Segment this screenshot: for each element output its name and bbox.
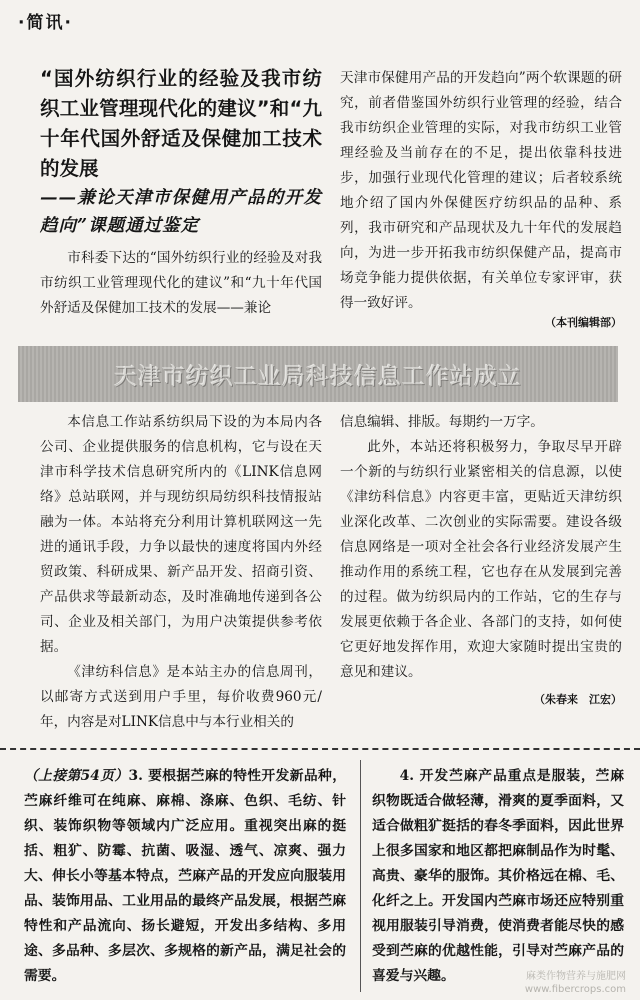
- article3-right-column: [372, 764, 624, 989]
- article2-body-right-p1: 信息编辑、排版。每期约一万字。: [340, 414, 544, 430]
- article2-body-left-p2: 《津纺科信息》是本站主办的信息周刊，以邮寄方式送到用户手里，每价收费960元/年，内容是对LINK信息中与本行业相关的: [40, 664, 322, 730]
- article1-body-right: 天津市保健用产品的开发趋向”两个软课题的研究，前者借鉴国外纺织行业管理的经验，结合我市纺织企业管理的实际，对我市纺织工业管理经验及当前存在的不足，提出依靠科技进步，加强行业现代化管理的建议；后者较系统地介绍了国内外保健医疗纺织品的品种、系列，我市研究和产品现状及九十年代的发展趋向，为进一步开拓我市纺织保健产品，提高市场竞争能力提供依据，有关单位专家评审，获得一致好评。: [340, 70, 622, 311]
- section-divider: [0, 748, 640, 750]
- article1-subtitle: ——兼论天津市保健用产品的开发趋向”课题通过鉴定: [40, 188, 322, 236]
- article1-left-column: [40, 64, 322, 321]
- article3-body-left: [24, 764, 346, 989]
- watermark-line2: www.fibercrops.com: [524, 984, 626, 995]
- article3-left-column: [24, 764, 346, 989]
- article1-right-column: [340, 66, 622, 330]
- watermark-line1: 麻类作物营养与施肥网: [526, 971, 626, 982]
- article3-body-left-text: 3. 要根据苎麻的特性开发新品种，苎麻纤维可在纯麻、麻棉、涤麻、色织、毛纺、针织、装饰织物等领域内广泛应用。重视突出麻的挺括、粗犷、防霉、抗菌、吸湿、透气、凉爽、强力大、伸长小等基本特点，苎麻产品的开发应向服装用品、装饰用品、工业用品的最终产品发展，根据苎麻特性和产品流向、扬长避短，开发出多结构、多用途、多品种、多层次、多规格的新产品，满足社会的需要。: [24, 768, 346, 984]
- article2-title: 天津市纺织工业局科技信息工作站成立: [114, 363, 522, 390]
- watermark: [525, 970, 626, 996]
- continued-from-label: （上接第54页）: [24, 768, 129, 784]
- article1-body-left: 市科委下达的“国外纺织行业的经验及对我市纺织工业管理现代化的建议”和“九十年代国外舒适及保健加工技术的发展——兼论: [40, 250, 322, 316]
- article1-title: “国外纺织行业的经验及我市纺织工业管理现代化的建议”和“九十年代国外舒适及保健加工技术的发展: [40, 67, 322, 180]
- section-tag: ·简讯·: [18, 13, 73, 33]
- article2-banner: [18, 346, 618, 402]
- column-divider: [360, 760, 361, 992]
- article3-body-right: 4. 开发苎麻产品重点是服装，苎麻织物既适合做轻薄，滑爽的夏季面料，又适合做粗犷挺括的春冬季面料，因此世界上很多国家和地区都把麻制品作为时髦、高贵、豪华的服饰。其价格远在棉、毛、化纤之上。开发国内苎麻市场还应特别重视用服装引导消费，使消费者能尽快的感受到苎麻的优越性能，引导对苎麻产品的喜爱与兴趣。: [372, 768, 624, 984]
- article2-signature: （朱春来 江宏）: [534, 693, 622, 706]
- article2-body-right-p2: 此外，本站还将积极努力，争取尽早开辟一个新的与纺织行业紧密相关的信息源，以使《津纺科信息》内容更丰富，更贴近天津纺织业深化改革、二次创业的实际需要。建设各级信息网络是一项对全社会各行业经济发展产生推动作用的系统工程，它也存在从发展到完善的过程。做为纺织局内的工作站，它的生存与发展更依赖于各企业、各部门的支持，如何使它更好地发挥作用，欢迎大家随时提出宝贵的意见和建议。: [340, 439, 622, 680]
- article2-right-column: [340, 410, 622, 707]
- article1-signature: （本刊编辑部）: [545, 316, 622, 329]
- article2-left-column: [40, 410, 322, 735]
- article2-body-left-p1: 本信息工作站系纺织局下设的为本局内各公司、企业提供服务的信息机构，它与设在天津市科学技术信息研究所内的《LINK信息网络》总站联网，并与现纺织局纺织科技情报站融为一体。本站将充分利用计算机联网这一先进的通讯手段，力争以最快的速度将国内外经贸政策、科研成果、新产品开发、招商引资、产品供求等最新动态，及时准确地传递到各公司、企业及相关部门，为用户决策提供参考依据。: [40, 414, 322, 655]
